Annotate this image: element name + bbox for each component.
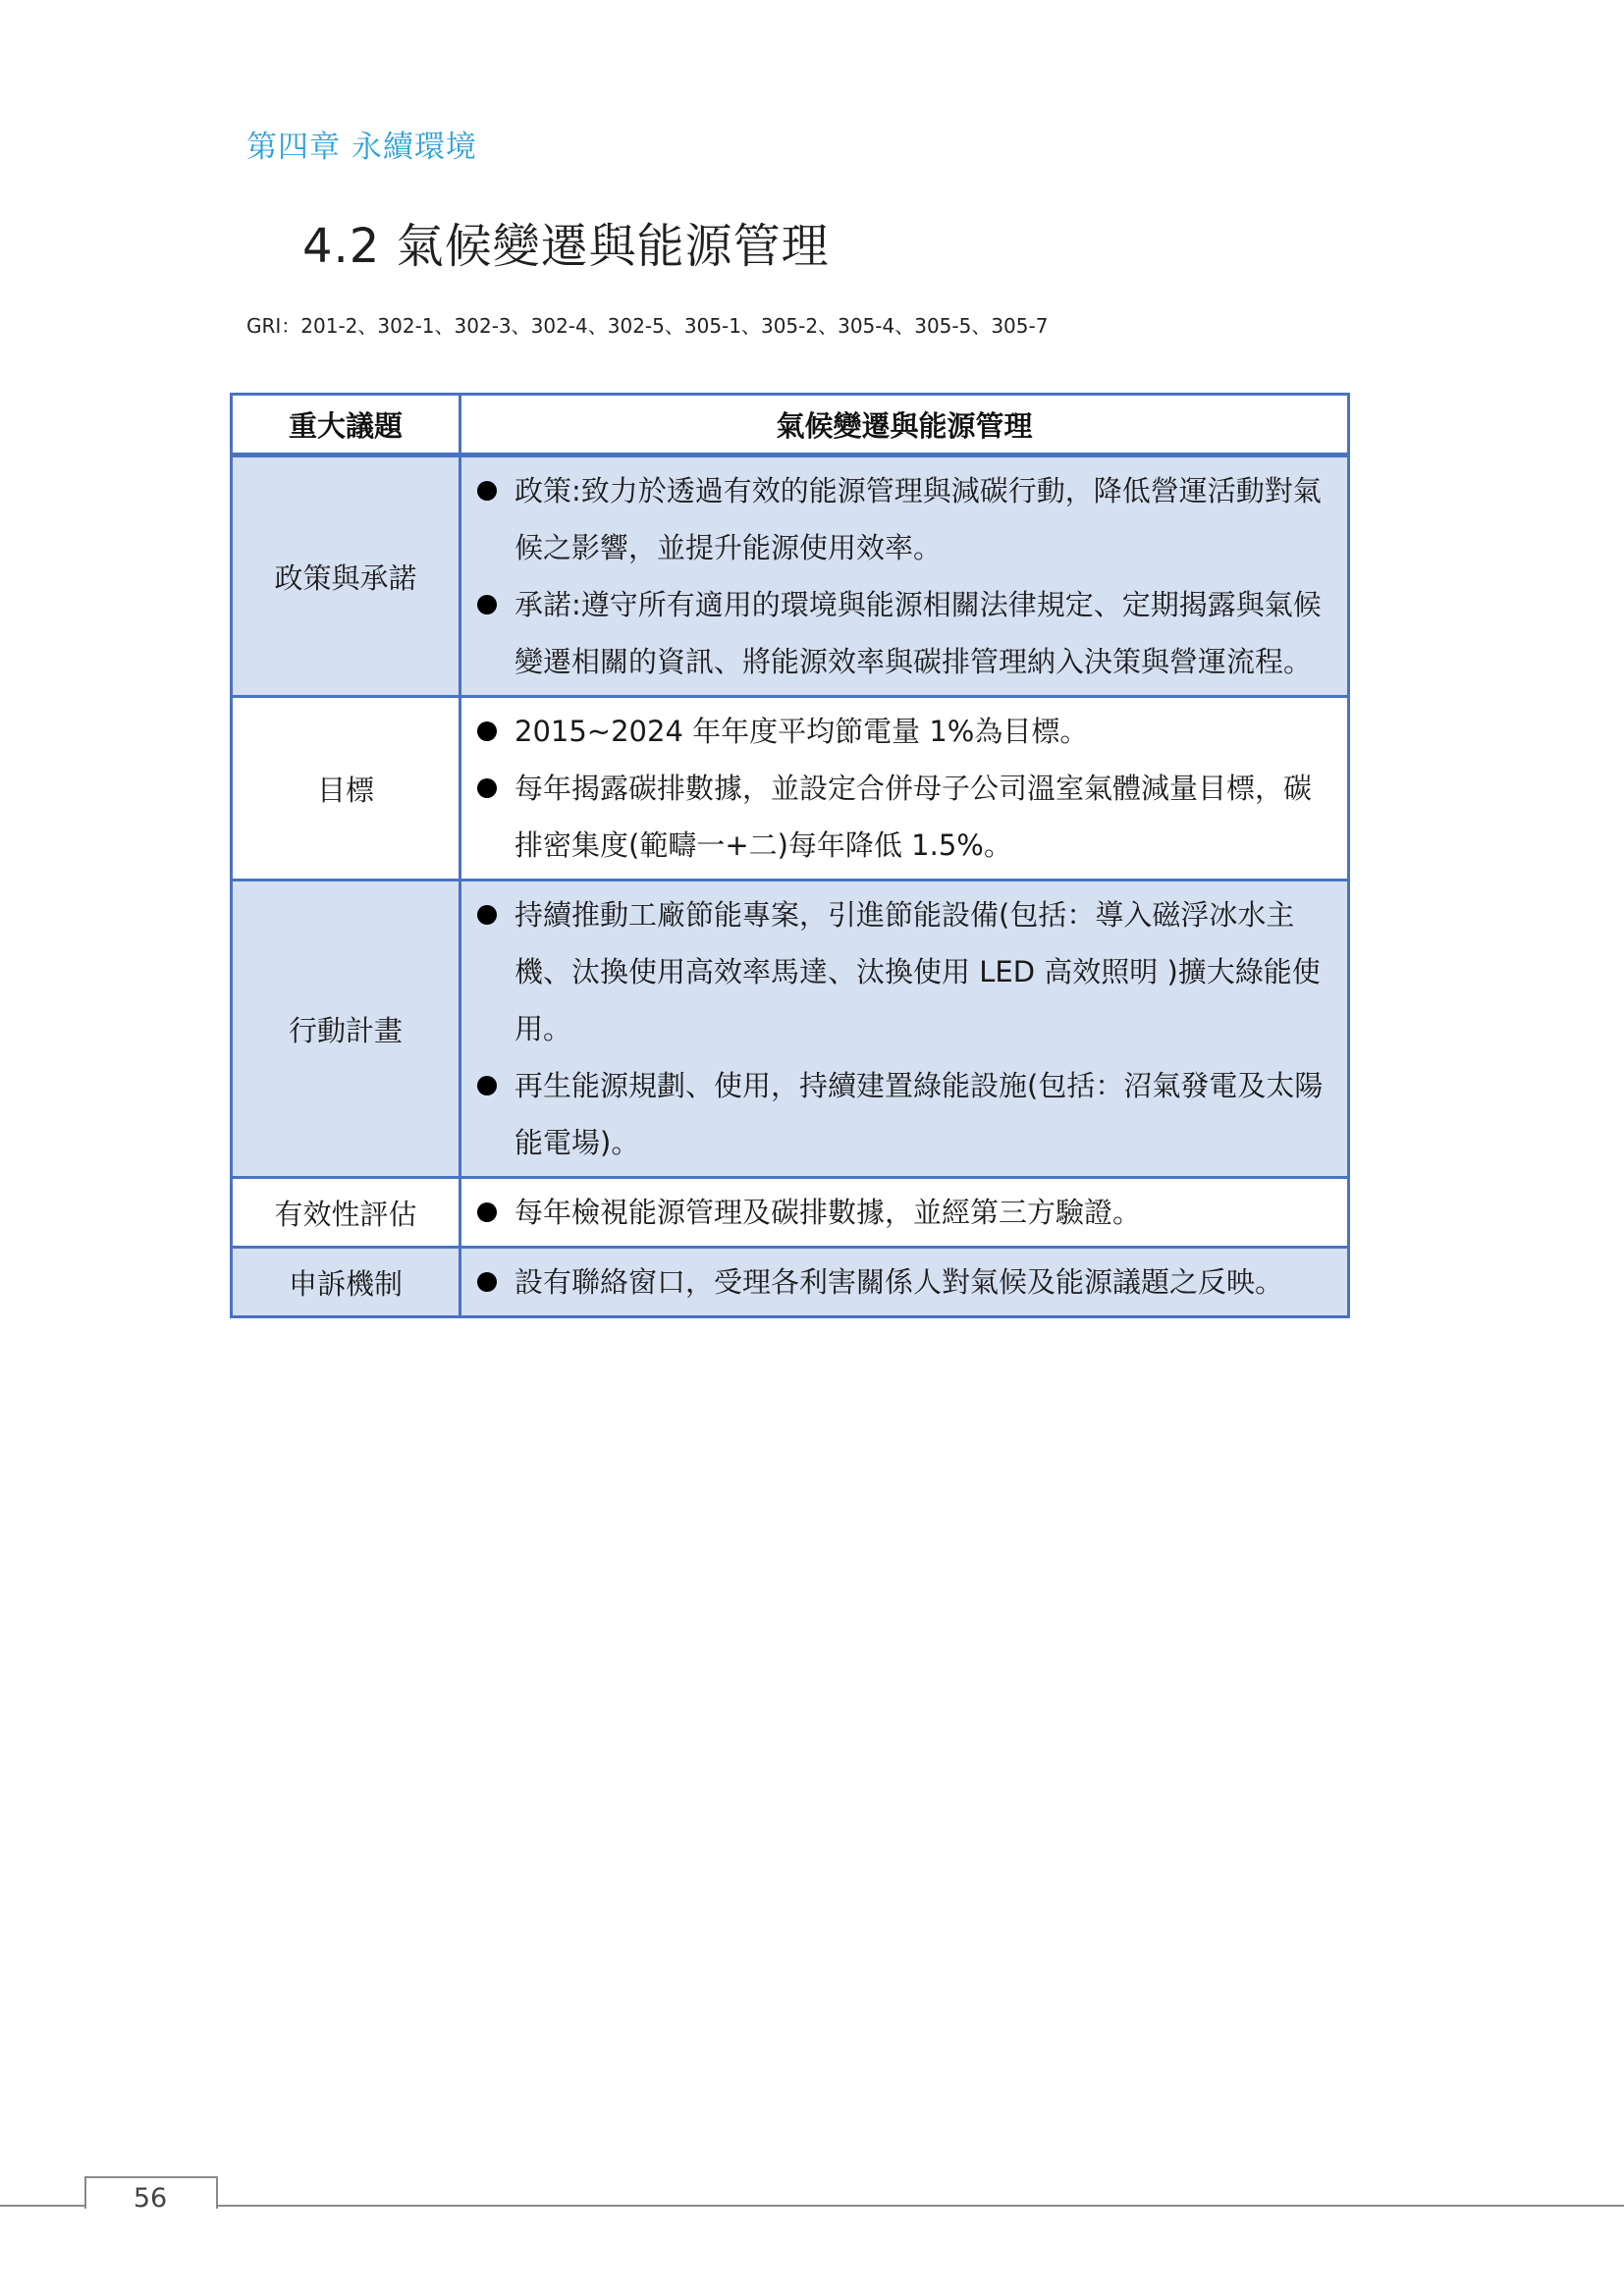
- page-number: 56: [133, 2183, 168, 2214]
- row-content: [460, 1248, 1349, 1317]
- list-item: [477, 1254, 1333, 1310]
- table-row: [232, 881, 1349, 1178]
- bullet-icon: [477, 1202, 497, 1222]
- list-item: [477, 1057, 1333, 1171]
- list-item: [477, 576, 1333, 690]
- header-topic-name: 氣候變遷與能源管理: [460, 395, 1349, 455]
- footer-divider-right: [216, 2205, 1624, 2207]
- list-item: [477, 760, 1333, 874]
- item-text: 每年檢視能源管理及碳排數據，並經第三方驗證。: [514, 1196, 1142, 1229]
- row-topic: 行動計畫: [232, 881, 460, 1178]
- bullet-icon: [477, 778, 497, 798]
- row-content: [460, 1178, 1349, 1248]
- bullet-icon: [477, 481, 497, 501]
- table-row: [232, 1248, 1349, 1317]
- item-text: 再生能源規劃、使用，持續建置綠能設施(包括：沼氣發電及太陽能電場)。: [514, 1069, 1324, 1159]
- row-content: [460, 697, 1349, 881]
- table-header-row: [232, 395, 1349, 455]
- table-row: [232, 1178, 1349, 1248]
- item-text: 設有聯絡窗口，受理各利害關係人對氣候及能源議題之反映。: [514, 1265, 1284, 1299]
- row-topic: 政策與承諾: [232, 455, 460, 697]
- item-text: 每年揭露碳排數據，並設定合併母子公司溫室氣體減量目標，碳排密集度(範疇一+二)每年降低 1.5%。: [514, 772, 1313, 862]
- chapter-heading: 第四章 永續環境: [246, 130, 477, 165]
- list-item: [477, 703, 1333, 760]
- bullet-icon: [477, 1076, 497, 1095]
- table-row: [232, 697, 1349, 881]
- table-row: [232, 455, 1349, 697]
- item-text: 持續推動工廠節能專案，引進節能設備(包括：導入磁浮冰水主機、汰換使用高效率馬達、汰換使用 LED 高效照明 )擴大綠能使用。: [514, 898, 1321, 1045]
- list-item: [477, 886, 1333, 1057]
- row-topic: 有效性評估: [232, 1178, 460, 1248]
- footer-divider-left: [0, 2205, 85, 2207]
- bullet-icon: [477, 721, 497, 741]
- row-topic: 目標: [232, 697, 460, 881]
- bullet-icon: [477, 905, 497, 925]
- header-material-topic: 重大議題: [232, 395, 460, 455]
- list-item: [477, 1184, 1333, 1241]
- row-topic: 申訴機制: [232, 1248, 460, 1317]
- list-item: [477, 462, 1333, 576]
- management-table: [230, 393, 1350, 1318]
- row-content: [460, 455, 1349, 697]
- gri-references: GRI：201-2、302-1、302-3、302-4、302-5、305-1、305-2、305-4、305-5、305-7: [246, 314, 1049, 338]
- bullet-icon: [477, 1272, 497, 1292]
- item-text: 2015~2024 年年度平均節電量 1%為目標。: [514, 715, 1089, 748]
- section-title: 4.2 氣候變遷與能源管理: [302, 219, 830, 274]
- item-text: 政策:致力於透過有效的能源管理與減碳行動，降低營運活動對氣候之影響，並提升能源使用效率。: [514, 474, 1322, 564]
- bullet-icon: [477, 595, 497, 614]
- item-text: 承諾:遵守所有適用的環境與能源相關法律規定、定期揭露與氣候變遷相關的資訊、將能源效率與碳排管理納入決策與營運流程。: [514, 588, 1322, 678]
- row-content: [460, 881, 1349, 1178]
